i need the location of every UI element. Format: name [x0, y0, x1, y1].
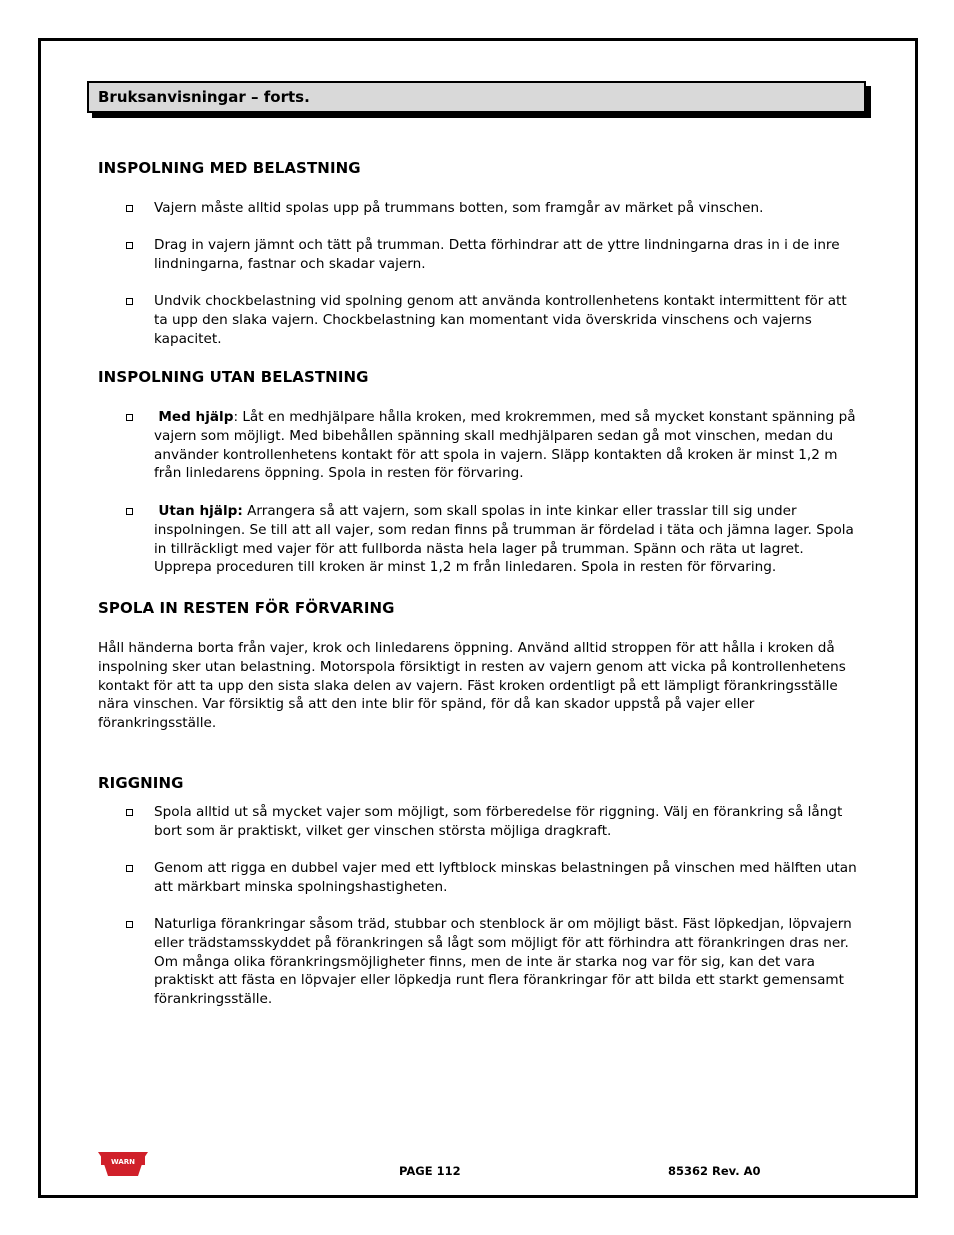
checkbox-bullet-icon [126, 809, 133, 816]
checkbox-bullet-icon [126, 205, 133, 212]
heading-spola-in-resten: SPOLA IN RESTEN FÖR FÖRVARING [98, 599, 395, 617]
item-body: : Låt en medhjälpare hålla kroken, med krokremmen, med så mycket konstant spänning på vajern som möjligt. Med bibehållen spänning skall medhjälparen sedan gå mot vinschen, medan du använder kontrollenhetens kontakt för att spola in vajern. Släpp kontakten då kroken är minst 1,2 m från linledarens öppning. Spola in resten för förvaring. [154, 409, 856, 482]
checkbox-bullet-icon [126, 242, 133, 249]
list-item-text: Vajern måste alltid spolas upp på trummans botten, som framgår av märket på vinschen. [154, 200, 764, 216]
paragraph: Håll händerna borta från vajer, krok och linledarens öppning. Använd alltid stroppen för att hålla i kroken då inspolning sker utan belastning. Motorspola försiktigt in resten av vajern genom att vicka på kontrollenhetens kontakt för att ta upp den sista slaka delen av vajern. Fäst kroken ordentligt på ett lämpligt förankringsställe nära vinschen. Var försiktig så att den inte blir för spänd, för då kan skador uppstå på vajer eller förankringsställe. [98, 640, 846, 732]
item-label-utan-hjalp: Utan hjälp: [158, 503, 243, 519]
checkbox-bullet-icon [126, 921, 133, 928]
list-item-text: Undvik chockbelastning vid spolning genom att använda kontrollenhetens kontakt intermittent för att ta upp den slaka vajern. Chockbelastning kan momentant vida överskrida vinschens och vajerns kapacitet. [154, 293, 847, 347]
heading-inspolning-med-belastning: INSPOLNING MED BELASTNING [98, 159, 361, 177]
warn-logo [98, 1152, 148, 1176]
list-item-text: Naturliga förankringar såsom träd, stubbar och stenblock är om möjligt bäst. Fäst löpkedjan, löpvajern eller trädstamsskyddet på förankringen så lågt som möjligt för att förhindra att förankringen dras ner. Om många olika förankringsmöjligheter finns, men de inte är starka nog var för sig, kan det vara praktiskt att fästa en löpvajer eller löpkedja runt flera förankringar för att bilda ett starkt gemensamt förankringsställe. [154, 916, 852, 1008]
page-title: Bruksanvisningar – forts. [98, 88, 310, 106]
list-item-text: Spola alltid ut så mycket vajer som möjligt, som förberedelse för riggning. Välj en förankring så långt bort som är praktiskt, vilket ger vinschen största möjliga dragkraft. [154, 804, 843, 839]
heading-inspolning-utan-belastning: INSPOLNING UTAN BELASTNING [98, 368, 369, 386]
checkbox-bullet-icon [126, 414, 133, 421]
checkbox-bullet-icon [126, 508, 133, 515]
list-item-text [154, 502, 862, 577]
item-label-med-hjalp: Med hjälp [158, 409, 234, 425]
list-item-text: Drag in vajern jämnt och tätt på trumman. Detta förhindrar att de yttre lindningarna dras in i de inre lindningarna, fastnar och skadar vajern. [154, 237, 840, 272]
checkbox-bullet-icon [126, 865, 133, 872]
checkbox-bullet-icon [126, 298, 133, 305]
logo-text: WARN [110, 1158, 136, 1166]
item-body: Arrangera så att vajern, som skall spolas in inte kinkar eller trasslar till sig under inspolningen. Se till att all vajer, som redan finns på trumman är fördelad i täta och jämna lager. Spola in tillräckligt med vajer för att fullborda nästa hela lager på trumman. Spänn och räta ut lagret. Upprepa proceduren till kroken är minst 1,2 m från linledaren. Spola in resten för förvaring. [154, 503, 854, 576]
page-number: PAGE 112 [399, 1164, 461, 1178]
section-header-bar [87, 81, 866, 113]
document-number: 85362 Rev. A0 [668, 1164, 761, 1178]
list-item-text [154, 408, 862, 483]
list-item-text: Genom att rigga en dubbel vajer med ett lyftblock minskas belastningen på vinschen med hälften utan att märkbart minska spolningshastigheten. [154, 860, 857, 895]
heading-riggning: RIGGNING [98, 774, 184, 792]
